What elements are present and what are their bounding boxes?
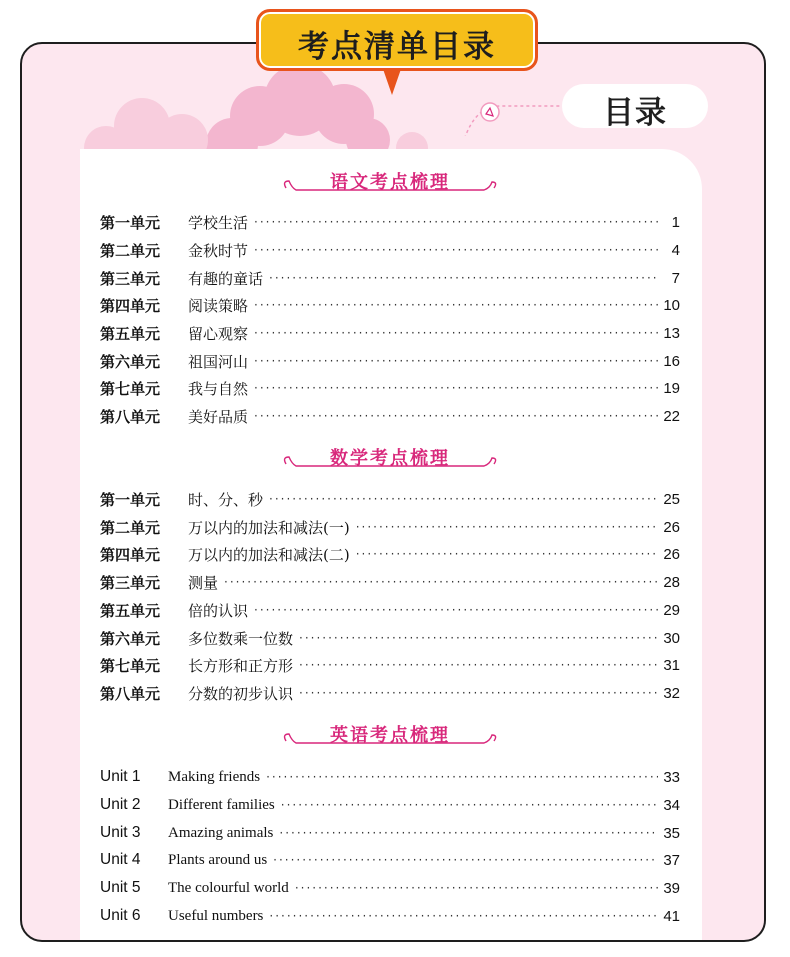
- toc-unit: 第六单元: [100, 352, 161, 371]
- toc-title: 学校生活: [188, 213, 249, 232]
- dot-leader: [356, 543, 658, 565]
- toc-entry[interactable]: [100, 405, 680, 427]
- toc-entry[interactable]: [100, 377, 680, 399]
- toc-entry[interactable]: [100, 516, 680, 538]
- dot-leader: [254, 377, 658, 399]
- toc-page: 22: [663, 407, 680, 425]
- banner-title: 考点清单目录: [298, 29, 496, 65]
- toc-page: 28: [663, 573, 680, 591]
- toc-entry[interactable]: [100, 488, 680, 510]
- dot-leader: [269, 905, 658, 927]
- toc-title: 万以内的加法和减法(二): [188, 545, 350, 564]
- dot-leader: [295, 877, 658, 899]
- toc-page: 30: [663, 629, 680, 647]
- toc-unit: Unit 3: [100, 824, 141, 841]
- toc-entry[interactable]: [100, 794, 680, 816]
- dot-leader: [273, 849, 658, 871]
- toc-entry[interactable]: [100, 877, 680, 899]
- toc-entry[interactable]: [100, 654, 680, 676]
- toc-unit: 第七单元: [100, 656, 161, 675]
- dot-leader: [224, 571, 658, 593]
- toc-page: 34: [663, 796, 680, 814]
- toc-entry[interactable]: [100, 627, 680, 649]
- toc-title: Amazing animals: [168, 824, 274, 841]
- toc-unit: 第七单元: [100, 379, 161, 398]
- dot-leader: [266, 766, 658, 788]
- dot-leader: [254, 322, 658, 344]
- dot-leader: [356, 516, 658, 538]
- toc-unit: 第二单元: [100, 241, 161, 260]
- toc-entry[interactable]: [100, 211, 680, 233]
- toc-title: 有趣的童话: [188, 269, 264, 288]
- toc-page: 39: [663, 879, 680, 897]
- toc-entry[interactable]: [100, 294, 680, 316]
- toc-entry[interactable]: [100, 905, 680, 927]
- toc-title: 测量: [188, 573, 219, 592]
- toc-unit: 第五单元: [100, 601, 161, 620]
- toc-entry[interactable]: [100, 766, 680, 788]
- toc-unit: 第三单元: [100, 269, 161, 288]
- dot-leader: [254, 599, 658, 621]
- toc-entry[interactable]: [100, 849, 680, 871]
- toc-entry[interactable]: [100, 571, 680, 593]
- section-title-chinese: [280, 168, 500, 196]
- toc-page: 35: [663, 824, 680, 842]
- banner: [256, 9, 538, 71]
- dashed-line-decoration: [430, 76, 580, 136]
- toc-unit: Unit 5: [100, 879, 141, 896]
- toc-page: 13: [663, 324, 680, 342]
- toc-title: 祖国河山: [188, 352, 249, 371]
- section-label: 英语考点梳理: [330, 725, 450, 746]
- toc-page: 7: [671, 269, 680, 287]
- dot-leader: [269, 267, 658, 289]
- toc-unit: Unit 1: [100, 768, 141, 785]
- toc-page: 10: [663, 296, 680, 314]
- dot-leader: [254, 405, 658, 427]
- toc-page: 31: [663, 656, 680, 674]
- section-label: 语文考点梳理: [330, 172, 450, 193]
- toc-page: 33: [663, 768, 680, 786]
- dot-leader: [254, 239, 658, 261]
- dot-leader: [299, 654, 658, 676]
- toc-page: 4: [671, 241, 680, 259]
- toc-page: 37: [663, 851, 680, 869]
- toc-unit: 第一单元: [100, 490, 161, 509]
- banner-pointer: [383, 69, 401, 95]
- section-label: 数学考点梳理: [330, 448, 450, 469]
- toc-unit: 第六单元: [100, 629, 161, 648]
- dot-leader: [279, 822, 658, 844]
- toc-page: 32: [663, 684, 680, 702]
- toc-unit: 第八单元: [100, 407, 161, 426]
- toc-title: The colourful world: [168, 879, 289, 896]
- toc-label: 目录: [603, 95, 667, 131]
- dot-leader: [281, 794, 658, 816]
- toc-title: 美好品质: [188, 407, 249, 426]
- toc-title: 多位数乘一位数: [188, 629, 294, 648]
- toc-title: 阅读策略: [188, 296, 249, 315]
- toc-page: 26: [663, 545, 680, 563]
- toc-title: 长方形和正方形: [188, 656, 294, 675]
- toc-entry[interactable]: [100, 322, 680, 344]
- toc-title: 万以内的加法和减法(一): [188, 518, 350, 537]
- toc-unit: 第三单元: [100, 573, 161, 592]
- toc-unit: 第四单元: [100, 296, 161, 315]
- toc-entry[interactable]: [100, 267, 680, 289]
- dot-leader: [269, 488, 658, 510]
- toc-title: Useful numbers: [168, 907, 264, 924]
- toc-unit: 第二单元: [100, 518, 161, 537]
- toc-page: 19: [663, 379, 680, 397]
- toc-unit: Unit 4: [100, 851, 141, 868]
- toc-title: 分数的初步认识: [188, 684, 294, 703]
- toc-entry[interactable]: [100, 682, 680, 704]
- toc-unit: 第八单元: [100, 684, 161, 703]
- toc-unit: Unit 2: [100, 796, 141, 813]
- toc-label-pill: [562, 84, 708, 131]
- toc-unit: 第一单元: [100, 213, 161, 232]
- toc-page: 26: [663, 518, 680, 536]
- toc-entry[interactable]: [100, 543, 680, 565]
- toc-title: Plants around us: [168, 851, 268, 868]
- dot-leader: [299, 627, 658, 649]
- toc-title: 留心观察: [188, 324, 249, 343]
- toc-entry[interactable]: [100, 239, 680, 261]
- toc-page: 25: [663, 490, 680, 508]
- toc-page: 29: [663, 601, 680, 619]
- toc-page: 16: [663, 352, 680, 370]
- section-title-math: [280, 444, 500, 472]
- toc-title: 金秋时节: [188, 241, 249, 260]
- toc-page: 41: [663, 907, 680, 925]
- dot-leader: [254, 211, 658, 233]
- toc-title: 我与自然: [188, 379, 249, 398]
- toc-unit: 第五单元: [100, 324, 161, 343]
- toc-title: Different families: [168, 796, 275, 813]
- dot-leader: [299, 682, 658, 704]
- section-title-english: [280, 721, 500, 749]
- toc-entry[interactable]: [100, 350, 680, 372]
- toc-entry[interactable]: [100, 822, 680, 844]
- toc-entry[interactable]: [100, 599, 680, 621]
- toc-unit: 第四单元: [100, 545, 161, 564]
- toc-title: 倍的认识: [188, 601, 249, 620]
- toc-unit: Unit 6: [100, 907, 141, 924]
- dot-leader: [254, 350, 658, 372]
- toc-title: 时、分、秒: [188, 490, 264, 509]
- toc-page: 1: [671, 213, 680, 231]
- dot-leader: [254, 294, 658, 316]
- toc-title: Making friends: [168, 768, 261, 785]
